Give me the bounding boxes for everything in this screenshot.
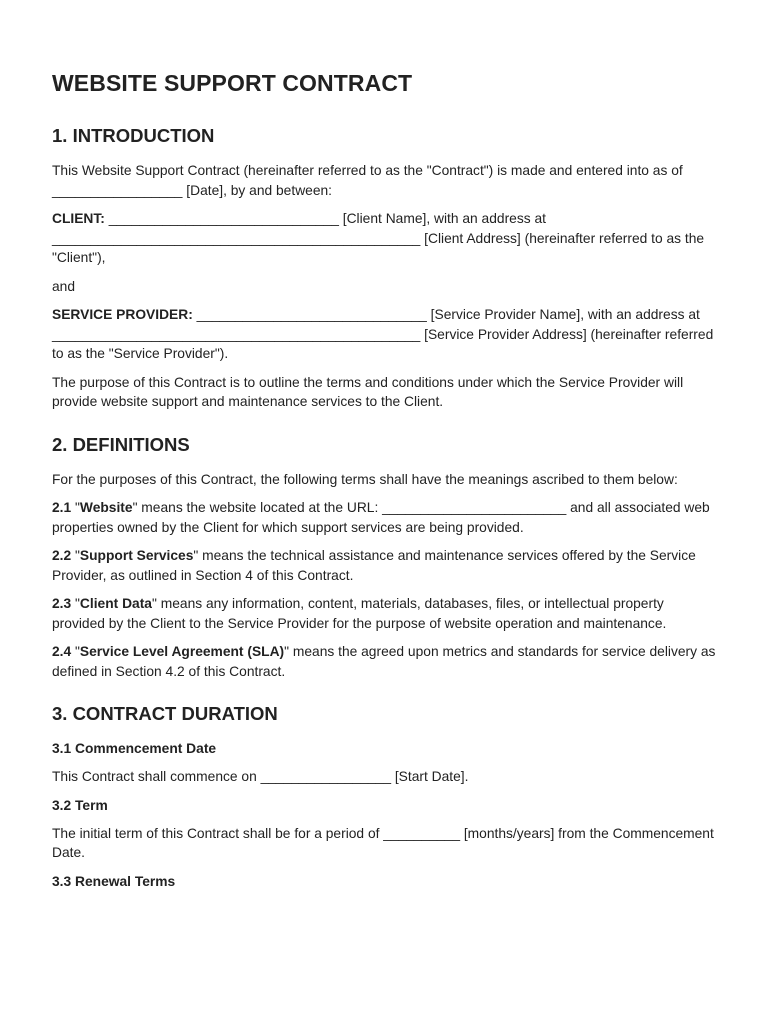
client-label: CLIENT: [52, 211, 105, 226]
definition-item: 2.3 "Client Data" means any information, content, materials, databases, files, or intellectual property provided by the Client to the Service Provider for the purpose of website operation and maintenance. [52, 596, 667, 631]
section-heading-definitions: 2. DEFINITIONS [52, 433, 190, 455]
document-page [52, 70, 717, 889]
definition-number: 2.4 [52, 644, 72, 659]
subheading-term: 3.2 Term [52, 797, 108, 813]
intro-opening-paragraph: This Website Support Contract (hereinafter referred to as the "Contract") is made and entered into as of _________________ [Date], by and between: [52, 163, 683, 198]
client-paragraph [52, 209, 717, 268]
purpose-paragraph: The purpose of this Contract is to outline the terms and conditions under which the Service Provider will provide website support and maintenance services to the Client. [52, 374, 684, 409]
definition-term: Support Services [79, 548, 194, 563]
commencement-paragraph: This Contract shall commence on _________________ [Start Date]. [52, 769, 469, 784]
definition-text: " means the website located at the URL: ________________________ and all associated web properties owned by the Client for which support services are being provided. [52, 500, 710, 535]
provider-text: ______________________________ [Service Provider Name], with an address at ________________________________________________ [Service Provider Address] (hereinafter referred to as the "Service Provider"). [52, 307, 714, 361]
definition-item: 2.1 "Website" means the website located at the URL: ________________________ and all associated web properties owned by the Client for which support services are being provided. [52, 500, 710, 535]
definition-number: 2.1 [52, 500, 72, 515]
definition-text: " means any information, content, materials, databases, files, or intellectual property provided by the Client to the Service Provider for the purpose of website operation and maintenance. [52, 596, 667, 631]
definition-item: 2.2 "Support Services" means the technical assistance and maintenance services offered by the Service Provider, as outlined in Section 4 of this Contract. [52, 548, 696, 583]
section-heading-introduction: 1. INTRODUCTION [52, 125, 215, 146]
provider-paragraph [52, 305, 717, 364]
subheading-renewal-terms: 3.3 Renewal Terms [52, 873, 176, 889]
definitions-intro-paragraph: For the purposes of this Contract, the following terms shall have the meanings ascribed to them below: [52, 471, 678, 487]
definition-term: Website [79, 500, 133, 515]
definition-item: 2.4 "Service Level Agreement (SLA)" means the agreed upon metrics and standards for service delivery as defined in Section 4.2 of this Contract. [52, 644, 716, 679]
provider-label: SERVICE PROVIDER: [52, 307, 193, 322]
definition-number: 2.3 [52, 596, 72, 611]
definition-term: Service Level Agreement (SLA) [79, 644, 285, 659]
definition-text: " means the technical assistance and maintenance services offered by the Service Provider, as outlined in Section 4 of this Contract. [52, 548, 696, 583]
client-text: ______________________________ [Client Name], with an address at ________________________________________________ [Client Address] (hereinafter referred to as the "Client"), [52, 211, 705, 265]
definition-number: 2.2 [52, 548, 72, 563]
and-paragraph: and [52, 278, 76, 294]
subheading-commencement-date: 3.1 Commencement Date [52, 741, 217, 756]
document-title: WEBSITE SUPPORT CONTRACT [52, 70, 413, 96]
term-paragraph: The initial term of this Contract shall be for a period of __________ [months/years] from the Commencement Date. [52, 825, 714, 860]
definition-term: Client Data [79, 596, 152, 611]
section-heading-contract-duration: 3. CONTRACT DURATION [52, 703, 278, 724]
definition-text: " means the agreed upon metrics and standards for service delivery as defined in Section 4.2 of this Contract. [52, 644, 716, 679]
